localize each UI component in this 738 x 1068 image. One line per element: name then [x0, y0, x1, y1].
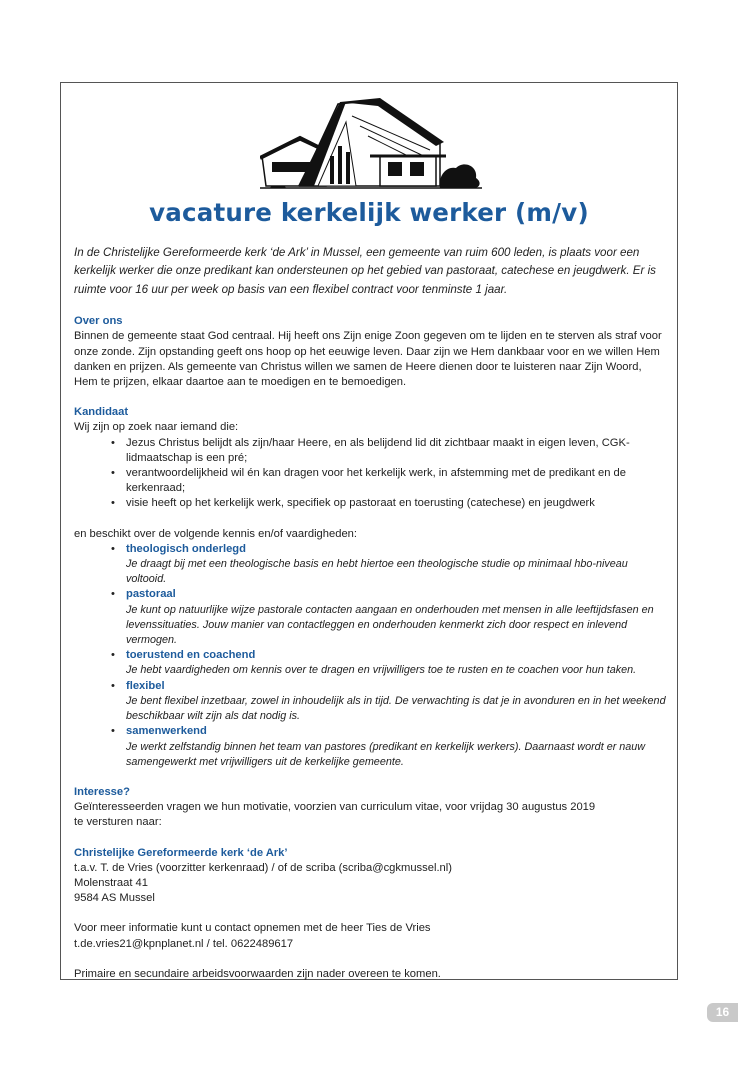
- skill-title: • pastoraal: [126, 588, 176, 601]
- page-number-badge: 16: [707, 1003, 738, 1022]
- address-line: Molenstraat 41: [74, 876, 149, 889]
- list-item: • visie heeft op het kerkelijk werk, specifiek op pastoraat en toerusting (catechese) en jeugdwerk: [126, 496, 666, 511]
- vacancy-body: [74, 244, 666, 982]
- kandidaat-heading: Kandidaat: [74, 406, 129, 419]
- skills-list: [74, 542, 666, 770]
- info-line: Voor meer informatie kunt u contact opnemen met de heer Ties de Vries: [74, 922, 431, 935]
- skill-description: Je draagt bij met een theologische basis en hebt hiertoe een theologische studie op minimaal hbo-niveau voltooid.: [126, 558, 628, 586]
- skill-item: [126, 648, 666, 678]
- address-line: t.a.v. T. de Vries (voorzitter kerkenraad) / of de scriba (scriba@cgkmussel.nl): [74, 861, 452, 874]
- skill-description: Je bent flexibel inzetbaar, zowel in inhoudelijk als in tijd. De verwachting is dat je in avonduren en in het weekend beschikbaar wilt zijn als dat nodig is.: [126, 694, 666, 723]
- skill-title: • flexibel: [126, 679, 165, 692]
- address-line: 9584 AS Mussel: [74, 892, 155, 905]
- list-item: • Jezus Christus belijdt als zijn/haar Heere, en als belijdend lid dit zichtbaar maakt in eigen leven, CGK-lidmaatschap is een pré;: [126, 436, 666, 466]
- intro-paragraph: In de Christelijke Gereformeerde kerk ‘de Ark’ in Mussel, een gemeente van ruim 600 leden, is plaats voor een kerkelijk werker die onze predikant kan ondersteunen op het gebied van pastoraat, catechese en jeugdwerk. Er is ruimte voor 16 uur per week op basis van een flexibel contract voor tenminste 1 jaar.: [74, 246, 656, 296]
- page-title: vacature kerkelijk werker (m/v): [149, 198, 589, 227]
- skills-lead: en beschikt over de volgende kennis en/of vaardigheden:: [74, 527, 357, 540]
- skill-item: [126, 542, 666, 588]
- skill-description: Je kunt op natuurlijke wijze pastorale contacten aangaan en onderhouden met mensen in alle leeftijdsfasen en levenssituaties. Jouw manier van contactleggen en onderhouden kenmerkt zich door respect en inlevend vermogen.: [126, 603, 654, 647]
- church-building-icon: [260, 96, 482, 192]
- requirements-list: [74, 436, 666, 512]
- contact-line: t.de.vries21@kpnplanet.nl / tel. 0622489617: [74, 937, 294, 950]
- closing-line: Primaire en secundaire arbeidsvoorwaarden zijn nader overeen te komen.: [74, 967, 441, 980]
- interesse-line: te versturen naar:: [74, 816, 162, 829]
- over-ons-heading: Over ons: [74, 315, 123, 328]
- list-item: • verantwoordelijkheid wil én kan dragen voor het kerkelijk werk, in afstemming met de predikant en de kerkenraad;: [126, 466, 666, 496]
- skill-title: • samenwerkend: [126, 725, 207, 738]
- interesse-heading: Interesse?: [74, 785, 130, 798]
- interesse-line: Geïnteresseerden vragen we hun motivatie, voorzien van curriculum vitae, voor vrijdag 30 augustus 2019: [74, 801, 596, 814]
- skill-title: • toerustend en coachend: [126, 649, 256, 662]
- address-heading: Christelijke Gereformeerde kerk ‘de Ark’: [74, 846, 288, 859]
- skill-item: [126, 724, 666, 770]
- skill-description: Je hebt vaardigheden om kennis over te dragen en vrijwilligers toe te rusten en te coachen voor hun taken.: [126, 664, 637, 677]
- skill-item: [126, 679, 666, 725]
- kandidaat-lead: Wij zijn op zoek naar iemand die:: [74, 421, 239, 434]
- over-ons-text: Binnen de gemeente staat God centraal. Hij heeft ons Zijn enige Zoon gegeven om te lijden en te sterven als straf voor onze zonde. Zijn opstanding geeft ons hoop op het eeuwige leven. Daar zijn we Hem dankbaar voor en we willen Hem danken en prijzen. Als gemeente van Christus willen we samen de Heere dienen door te luisteren naar Zijn Woord, Hem te prijzen, elkaar daartoe aan te moedigen en te bemoedigen.: [74, 330, 662, 389]
- skill-description: Je werkt zelfstandig binnen het team van pastores (predikant en kerkelijk werkers). Daarnaast wordt er nauw samengewerkt met vrijwilligers uit de kerkelijke gemeente.: [126, 740, 646, 768]
- skill-item: [126, 587, 666, 648]
- skill-title: • theologisch onderlegd: [126, 542, 246, 555]
